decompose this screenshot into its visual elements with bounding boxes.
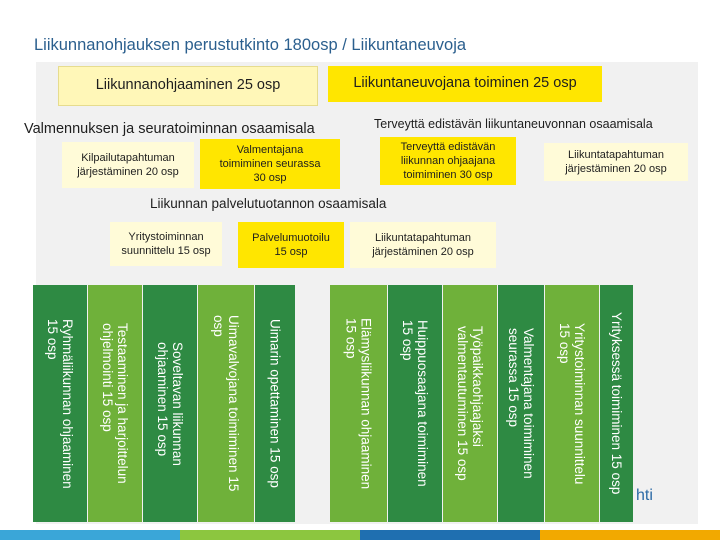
elective-column: [545, 285, 599, 522]
elective-label: Yrityksessä toimiminen 15 osp: [609, 312, 625, 495]
stripe-segment: [540, 530, 720, 540]
section-heading-terveys: Terveyttä edistävän liikuntaneuvonnan osaamisala: [374, 117, 653, 131]
elective-label: Työpaikkaohjaajaksi valmentautuminen 15 osp: [455, 326, 486, 481]
elective-label: Huippuosaajana toimiminen 15 osp: [400, 320, 431, 487]
core-unit-bar-liikunnanohjaaminen: [58, 66, 318, 106]
elective-column: [143, 285, 197, 522]
elective-column: [388, 285, 442, 522]
elective-label: Uimavalvojana toimiminen 15 osp: [211, 315, 242, 492]
bottom-color-stripe: [0, 530, 720, 540]
stripe-segment: [180, 530, 360, 540]
module-box-palvelumuotoilu: Palvelumuotoilu 15 osp: [238, 222, 344, 268]
elective-label: Valmentajana toimiminen seurassa 15 osp: [506, 328, 537, 479]
core-unit-bar-liikuntaneuvojana: [328, 66, 602, 102]
section-heading-palvelutuotanto: Liikunnan palvelutuotannon osaamisala: [150, 196, 387, 211]
module-box-valmentajana-seurassa: Valmentajana toimiminen seurassa 30 osp: [200, 139, 340, 189]
elective-column: [443, 285, 497, 522]
module-box-terveytta-edistava: Terveyttä edistävän liikunnan ohjaajana toimiminen 30 osp: [380, 137, 516, 185]
module-box-kilpailutapahtuma: Kilpailutapahtuman järjestäminen 20 osp: [62, 142, 194, 188]
elective-label: Testaaminen ja harjoittelun ohjelmointi 15 osp: [100, 323, 131, 484]
elective-column: [330, 285, 387, 522]
core-unit-label: Liikunnanohjaaminen 25 osp: [95, 77, 281, 93]
elective-column: [600, 285, 633, 522]
elective-label: Elämysliikunnan ohjaaminen 15 osp: [343, 317, 374, 490]
elective-column: [33, 285, 87, 522]
stripe-segment: [360, 530, 540, 540]
elective-column: [255, 285, 295, 522]
slide-title: Liikunnanohjauksen perustutkinto 180osp / Liikuntaneuvoja: [34, 36, 467, 54]
brand-logo-text: hti: [636, 487, 653, 504]
elective-label: Ryhmäliikunnan ohjaaminen 15 osp: [45, 318, 76, 489]
stripe-segment: [0, 530, 180, 540]
elective-label: Yritystoiminnan suunnittelu 15 osp: [557, 322, 588, 485]
module-box-liikuntatapahtuma: Liikuntatapahtuman järjestäminen 20 osp: [544, 143, 688, 181]
elective-column: [198, 285, 254, 522]
elective-column: [88, 285, 142, 522]
elective-label: Soveltavan liikunnan ohjaaminen 15 osp: [155, 341, 186, 466]
elective-label: Uimarin opettaminen 15 osp: [267, 319, 283, 488]
module-box-liikuntatapahtuma-palvelu: Liikuntatapahtuman järjestäminen 20 osp: [350, 222, 496, 268]
section-heading-valmennus: Valmennuksen ja seuratoiminnan osaamisala: [24, 121, 315, 137]
core-unit-label: Liikuntaneuvojana toiminen 25 osp: [353, 75, 577, 91]
elective-column: [498, 285, 544, 522]
module-box-yritystoiminnan-suunnittelu: Yritystoiminnan suunnittelu 15 osp: [110, 222, 222, 266]
